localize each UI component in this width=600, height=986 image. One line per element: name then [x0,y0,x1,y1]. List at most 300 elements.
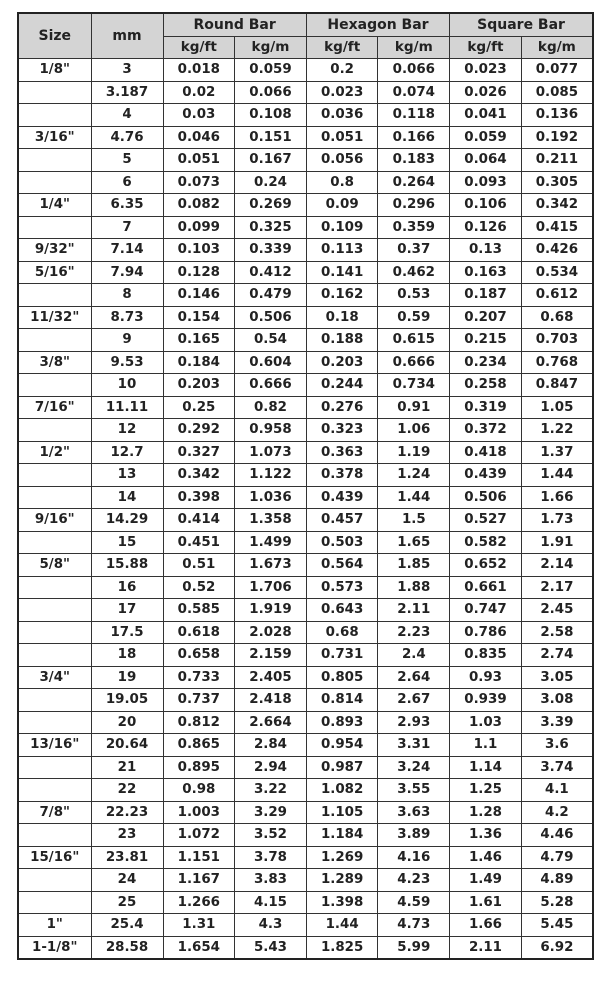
table-row [18,621,593,644]
size-cell [18,531,91,554]
hex-kg-ft-cell: 1.082 [306,779,378,802]
table-row [18,689,593,712]
table-row [18,824,593,847]
round-kg-ft-cell: 0.733 [163,666,235,689]
hex-kg-m-cell: 0.296 [378,194,450,217]
mm-cell: 13 [91,464,163,487]
mm-cell: 21 [91,756,163,779]
mm-cell: 12.7 [91,441,163,464]
header-mm: mm [91,13,163,59]
size-cell: 7/16" [18,396,91,419]
square-kg-ft-cell: 0.418 [450,441,522,464]
table-row [18,666,593,689]
square-kg-m-cell: 2.17 [521,576,593,599]
square-kg-ft-cell: 0.207 [450,306,522,329]
square-kg-ft-cell: 1.25 [450,779,522,802]
size-cell: 15/16" [18,846,91,869]
round-kg-m-cell: 1.673 [235,554,307,577]
hex-kg-ft-cell: 0.954 [306,734,378,757]
size-cell: 3/8" [18,351,91,374]
round-kg-ft-cell: 0.98 [163,779,235,802]
hex-kg-ft-cell: 0.162 [306,284,378,307]
square-kg-ft-cell: 0.064 [450,149,522,172]
square-kg-ft-cell: 0.506 [450,486,522,509]
square-kg-m-cell: 1.05 [521,396,593,419]
header-unit-kg-ft: kg/ft [450,36,522,59]
square-kg-m-cell: 3.05 [521,666,593,689]
hex-kg-ft-cell: 0.023 [306,81,378,104]
hex-kg-m-cell: 1.44 [378,486,450,509]
round-kg-m-cell: 0.066 [235,81,307,104]
square-kg-m-cell: 2.58 [521,621,593,644]
mm-cell: 24 [91,869,163,892]
mm-cell: 14.29 [91,509,163,532]
size-cell [18,599,91,622]
square-kg-m-cell: 0.077 [521,59,593,82]
header-square-bar: Square Bar [450,13,593,36]
table-row [18,756,593,779]
size-cell: 5/8" [18,554,91,577]
square-kg-ft-cell: 1.36 [450,824,522,847]
square-kg-ft-cell: 0.163 [450,261,522,284]
square-kg-ft-cell: 0.93 [450,666,522,689]
round-kg-ft-cell: 0.414 [163,509,235,532]
size-cell [18,689,91,712]
hex-kg-m-cell: 3.24 [378,756,450,779]
square-kg-ft-cell: 2.11 [450,936,522,959]
table-row [18,644,593,667]
table-row [18,306,593,329]
table-row [18,486,593,509]
size-cell [18,216,91,239]
square-kg-m-cell: 0.703 [521,329,593,352]
mm-cell: 4 [91,104,163,127]
size-cell: 1/8" [18,59,91,82]
round-kg-m-cell: 2.159 [235,644,307,667]
mm-cell: 22.23 [91,801,163,824]
size-cell [18,419,91,442]
size-cell [18,891,91,914]
mm-cell: 10 [91,374,163,397]
round-kg-m-cell: 2.94 [235,756,307,779]
table-row [18,779,593,802]
round-kg-ft-cell: 0.292 [163,419,235,442]
hex-kg-m-cell: 0.264 [378,171,450,194]
hex-kg-m-cell: 4.73 [378,914,450,937]
mm-cell: 8 [91,284,163,307]
round-kg-m-cell: 3.78 [235,846,307,869]
table-row [18,576,593,599]
hex-kg-ft-cell: 0.564 [306,554,378,577]
mm-cell: 3.187 [91,81,163,104]
table-row [18,914,593,937]
size-cell [18,374,91,397]
mm-cell: 16 [91,576,163,599]
header-round-bar: Round Bar [163,13,306,36]
round-kg-ft-cell: 0.154 [163,306,235,329]
size-cell [18,711,91,734]
table-row [18,194,593,217]
hex-kg-m-cell: 1.65 [378,531,450,554]
hex-kg-ft-cell: 0.805 [306,666,378,689]
hex-kg-ft-cell: 0.18 [306,306,378,329]
table-row [18,441,593,464]
round-kg-ft-cell: 1.654 [163,936,235,959]
hex-kg-ft-cell: 0.893 [306,711,378,734]
hex-kg-m-cell: 1.19 [378,441,450,464]
size-cell: 1-1/8" [18,936,91,959]
table-header [18,13,593,59]
mm-cell: 25.4 [91,914,163,937]
square-kg-m-cell: 1.22 [521,419,593,442]
hex-kg-m-cell: 1.85 [378,554,450,577]
square-kg-ft-cell: 1.28 [450,801,522,824]
square-kg-m-cell: 6.92 [521,936,593,959]
square-kg-m-cell: 3.74 [521,756,593,779]
round-kg-ft-cell: 1.151 [163,846,235,869]
square-kg-m-cell: 2.14 [521,554,593,577]
round-kg-m-cell: 3.52 [235,824,307,847]
hex-kg-ft-cell: 0.457 [306,509,378,532]
mm-cell: 19.05 [91,689,163,712]
square-kg-ft-cell: 0.026 [450,81,522,104]
mm-cell: 3 [91,59,163,82]
round-kg-ft-cell: 0.451 [163,531,235,554]
square-kg-ft-cell: 0.234 [450,351,522,374]
hex-kg-m-cell: 3.55 [378,779,450,802]
square-kg-m-cell: 2.45 [521,599,593,622]
hex-kg-m-cell: 0.734 [378,374,450,397]
hex-kg-m-cell: 4.16 [378,846,450,869]
square-kg-m-cell: 4.79 [521,846,593,869]
size-cell [18,464,91,487]
round-kg-ft-cell: 0.018 [163,59,235,82]
round-kg-ft-cell: 0.812 [163,711,235,734]
header-size: Size [18,13,91,59]
round-kg-m-cell: 0.059 [235,59,307,82]
square-kg-ft-cell: 1.46 [450,846,522,869]
square-kg-ft-cell: 0.652 [450,554,522,577]
mm-cell: 23.81 [91,846,163,869]
square-kg-m-cell: 2.74 [521,644,593,667]
round-kg-m-cell: 0.412 [235,261,307,284]
square-kg-ft-cell: 0.582 [450,531,522,554]
hex-kg-ft-cell: 0.363 [306,441,378,464]
round-kg-ft-cell: 1.31 [163,914,235,937]
square-kg-ft-cell: 0.786 [450,621,522,644]
hex-kg-m-cell: 1.24 [378,464,450,487]
round-kg-ft-cell: 0.658 [163,644,235,667]
table-row [18,419,593,442]
round-kg-ft-cell: 0.865 [163,734,235,757]
table-row [18,891,593,914]
round-kg-m-cell: 0.54 [235,329,307,352]
hex-kg-m-cell: 0.615 [378,329,450,352]
table-row [18,509,593,532]
table-row [18,734,593,757]
mm-cell: 18 [91,644,163,667]
round-kg-m-cell: 0.325 [235,216,307,239]
hex-kg-m-cell: 2.11 [378,599,450,622]
hex-kg-m-cell: 0.53 [378,284,450,307]
hex-kg-ft-cell: 0.731 [306,644,378,667]
hex-kg-m-cell: 1.88 [378,576,450,599]
size-cell [18,621,91,644]
mm-cell: 9.53 [91,351,163,374]
size-cell [18,779,91,802]
square-kg-ft-cell: 0.215 [450,329,522,352]
mm-cell: 4.76 [91,126,163,149]
hex-kg-m-cell: 2.93 [378,711,450,734]
round-kg-m-cell: 3.29 [235,801,307,824]
hex-kg-ft-cell: 1.44 [306,914,378,937]
header-hexagon-bar: Hexagon Bar [306,13,449,36]
mm-cell: 17.5 [91,621,163,644]
hex-kg-ft-cell: 0.439 [306,486,378,509]
hex-kg-m-cell: 2.67 [378,689,450,712]
size-cell: 13/16" [18,734,91,757]
size-cell [18,576,91,599]
header-unit-kg-ft: kg/ft [163,36,235,59]
round-kg-ft-cell: 0.073 [163,171,235,194]
size-cell [18,644,91,667]
round-kg-ft-cell: 0.895 [163,756,235,779]
round-kg-m-cell: 1.499 [235,531,307,554]
mm-cell: 5 [91,149,163,172]
table-row [18,711,593,734]
mm-cell: 11.11 [91,396,163,419]
hex-kg-ft-cell: 0.109 [306,216,378,239]
round-kg-ft-cell: 0.165 [163,329,235,352]
round-kg-m-cell: 0.82 [235,396,307,419]
mm-cell: 28.58 [91,936,163,959]
hex-kg-m-cell: 0.359 [378,216,450,239]
square-kg-ft-cell: 0.093 [450,171,522,194]
table-row [18,149,593,172]
table-row [18,284,593,307]
square-kg-ft-cell: 0.258 [450,374,522,397]
square-kg-ft-cell: 0.527 [450,509,522,532]
hex-kg-m-cell: 4.23 [378,869,450,892]
header-unit-kg-m: kg/m [235,36,307,59]
hex-kg-m-cell: 0.074 [378,81,450,104]
table-body [18,59,593,960]
size-cell [18,104,91,127]
round-kg-ft-cell: 0.398 [163,486,235,509]
hex-kg-m-cell: 0.666 [378,351,450,374]
mm-cell: 6.35 [91,194,163,217]
table-row [18,59,593,82]
square-kg-ft-cell: 0.187 [450,284,522,307]
hex-kg-ft-cell: 0.036 [306,104,378,127]
header-unit-kg-m: kg/m [378,36,450,59]
size-cell: 3/16" [18,126,91,149]
square-kg-m-cell: 3.6 [521,734,593,757]
hex-kg-m-cell: 0.37 [378,239,450,262]
square-kg-m-cell: 0.534 [521,261,593,284]
hex-kg-ft-cell: 0.323 [306,419,378,442]
mm-cell: 20 [91,711,163,734]
hex-kg-ft-cell: 0.276 [306,396,378,419]
hex-kg-m-cell: 2.4 [378,644,450,667]
square-kg-ft-cell: 0.661 [450,576,522,599]
round-kg-m-cell: 1.036 [235,486,307,509]
header-unit-kg-m: kg/m [521,36,593,59]
square-kg-ft-cell: 1.03 [450,711,522,734]
hex-kg-ft-cell: 0.643 [306,599,378,622]
round-kg-m-cell: 2.664 [235,711,307,734]
size-cell: 3/4" [18,666,91,689]
hex-kg-ft-cell: 0.2 [306,59,378,82]
square-kg-m-cell: 0.68 [521,306,593,329]
hex-kg-m-cell: 0.118 [378,104,450,127]
hex-kg-ft-cell: 0.141 [306,261,378,284]
round-kg-ft-cell: 0.618 [163,621,235,644]
size-cell: 1/4" [18,194,91,217]
hex-kg-m-cell: 0.066 [378,59,450,82]
round-kg-m-cell: 3.22 [235,779,307,802]
hex-kg-ft-cell: 0.051 [306,126,378,149]
size-cell [18,149,91,172]
round-kg-ft-cell: 0.184 [163,351,235,374]
square-kg-m-cell: 1.66 [521,486,593,509]
table-row [18,531,593,554]
square-kg-m-cell: 0.211 [521,149,593,172]
hex-kg-ft-cell: 0.113 [306,239,378,262]
size-cell: 7/8" [18,801,91,824]
round-kg-ft-cell: 0.099 [163,216,235,239]
table-row [18,374,593,397]
square-kg-m-cell: 1.37 [521,441,593,464]
square-kg-ft-cell: 0.126 [450,216,522,239]
hex-kg-ft-cell: 1.105 [306,801,378,824]
round-kg-m-cell: 1.706 [235,576,307,599]
hex-kg-m-cell: 3.89 [378,824,450,847]
size-cell [18,284,91,307]
size-cell: 9/16" [18,509,91,532]
round-kg-ft-cell: 0.051 [163,149,235,172]
mm-cell: 9 [91,329,163,352]
square-kg-m-cell: 0.415 [521,216,593,239]
mm-cell: 25 [91,891,163,914]
square-kg-ft-cell: 1.1 [450,734,522,757]
table-row [18,329,593,352]
hex-kg-m-cell: 2.64 [378,666,450,689]
round-kg-ft-cell: 0.046 [163,126,235,149]
hex-kg-m-cell: 0.462 [378,261,450,284]
size-cell [18,171,91,194]
square-kg-m-cell: 5.45 [521,914,593,937]
hex-kg-ft-cell: 0.573 [306,576,378,599]
square-kg-ft-cell: 0.041 [450,104,522,127]
round-kg-ft-cell: 0.146 [163,284,235,307]
square-kg-m-cell: 0.847 [521,374,593,397]
table-row [18,846,593,869]
round-kg-m-cell: 4.3 [235,914,307,937]
square-kg-m-cell: 0.085 [521,81,593,104]
round-kg-ft-cell: 0.203 [163,374,235,397]
mm-cell: 15.88 [91,554,163,577]
table-row [18,869,593,892]
square-kg-m-cell: 0.192 [521,126,593,149]
square-kg-m-cell: 4.2 [521,801,593,824]
square-kg-ft-cell: 1.61 [450,891,522,914]
table-row [18,464,593,487]
size-cell [18,329,91,352]
hex-kg-ft-cell: 0.68 [306,621,378,644]
square-kg-ft-cell: 0.023 [450,59,522,82]
round-kg-m-cell: 2.84 [235,734,307,757]
mm-cell: 12 [91,419,163,442]
hex-kg-ft-cell: 0.987 [306,756,378,779]
mm-cell: 17 [91,599,163,622]
round-kg-m-cell: 0.151 [235,126,307,149]
hex-kg-ft-cell: 1.825 [306,936,378,959]
hex-kg-m-cell: 3.63 [378,801,450,824]
round-kg-m-cell: 4.15 [235,891,307,914]
square-kg-m-cell: 3.08 [521,689,593,712]
table-row [18,216,593,239]
hex-kg-ft-cell: 1.269 [306,846,378,869]
table-row [18,554,593,577]
square-kg-ft-cell: 1.14 [450,756,522,779]
hex-kg-m-cell: 5.99 [378,936,450,959]
hex-kg-m-cell: 1.06 [378,419,450,442]
mm-cell: 23 [91,824,163,847]
square-kg-m-cell: 1.44 [521,464,593,487]
round-kg-m-cell: 2.418 [235,689,307,712]
round-kg-m-cell: 0.479 [235,284,307,307]
weight-table-container [17,12,592,960]
square-kg-ft-cell: 0.939 [450,689,522,712]
square-kg-ft-cell: 1.49 [450,869,522,892]
round-kg-ft-cell: 1.003 [163,801,235,824]
square-kg-m-cell: 0.305 [521,171,593,194]
hex-kg-m-cell: 4.59 [378,891,450,914]
round-kg-ft-cell: 0.342 [163,464,235,487]
round-kg-ft-cell: 1.266 [163,891,235,914]
mm-cell: 20.64 [91,734,163,757]
hex-kg-ft-cell: 0.244 [306,374,378,397]
round-kg-m-cell: 0.506 [235,306,307,329]
round-kg-m-cell: 0.666 [235,374,307,397]
table-row [18,396,593,419]
hex-kg-m-cell: 2.23 [378,621,450,644]
round-kg-m-cell: 0.24 [235,171,307,194]
round-kg-ft-cell: 0.02 [163,81,235,104]
square-kg-m-cell: 0.612 [521,284,593,307]
round-kg-m-cell: 3.83 [235,869,307,892]
square-kg-m-cell: 4.1 [521,779,593,802]
square-kg-m-cell: 3.39 [521,711,593,734]
hex-kg-m-cell: 1.5 [378,509,450,532]
table-row [18,599,593,622]
table-row [18,126,593,149]
round-kg-m-cell: 1.358 [235,509,307,532]
round-kg-ft-cell: 0.25 [163,396,235,419]
round-kg-ft-cell: 1.167 [163,869,235,892]
round-kg-m-cell: 1.122 [235,464,307,487]
round-kg-m-cell: 2.028 [235,621,307,644]
hex-kg-ft-cell: 0.378 [306,464,378,487]
mm-cell: 19 [91,666,163,689]
round-kg-m-cell: 0.167 [235,149,307,172]
size-cell [18,81,91,104]
size-cell [18,824,91,847]
hex-kg-m-cell: 0.91 [378,396,450,419]
mm-cell: 7.94 [91,261,163,284]
round-kg-m-cell: 0.604 [235,351,307,374]
